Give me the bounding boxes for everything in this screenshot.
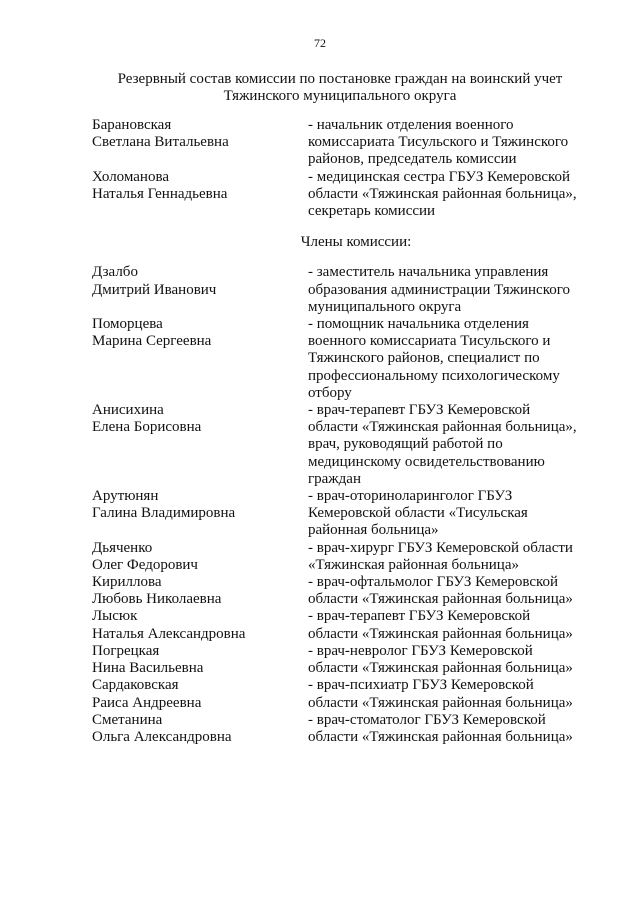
person-role-line: секретарь комиссии [308,203,436,220]
person-role [308,316,592,402]
person-name-line: Сметанина [92,711,163,728]
person-role-line: образования администрации Тяжинского [308,281,570,298]
person-name [92,677,308,711]
person-role-line: - врач-терапевт ГБУЗ Кемеровской [308,608,531,625]
person-name-line: Погрецкая [92,642,160,659]
person-role [308,402,592,488]
title-line-2: Тяжинского муниципального округа [223,88,457,105]
members-heading-text: Члены комиссии: [300,234,412,251]
person-name-line: Елена Борисовна [92,419,202,436]
person-role-line: - врач-стоматолог ГБУЗ Кемеровской [308,711,546,728]
person-role-line: - помощник начальника отделения [308,316,529,333]
person-name-line: Наталья Геннадьевна [92,185,228,202]
person-name-line: Кириллова [92,574,162,591]
person-name-line: Арутюнян [92,488,159,505]
person-name-line: Поморцева [92,316,163,333]
person-role-line: Кемеровской области «Тисульская [308,505,528,522]
commission-entry [92,540,592,574]
person-role-line: «Тяжинская районная больница» [308,556,519,573]
commission-entry [92,712,592,746]
commission-entry [92,316,592,402]
person-name [92,540,308,574]
person-role-line: отбору [308,384,352,401]
person-role-line: профессиональному психологическому [308,367,560,384]
person-role-line: - врач-невролог ГБУЗ Кемеровской [308,642,533,659]
person-role-line: комиссариата Тисульского и Тяжинского [308,134,569,151]
person-role-line: военного комиссариата Тисульского и [308,333,551,350]
person-name [92,574,308,608]
person-role [308,540,592,574]
page-number: 72 [314,36,326,50]
person-name [92,117,308,169]
person-role-line: области «Тяжинская районная больница» [308,625,573,642]
person-role-line: районов, председатель комиссии [308,151,517,168]
person-name-line: Любовь Николаевна [92,591,222,608]
commission-entry [92,677,592,711]
commission-list [92,117,592,746]
person-name [92,402,308,488]
person-name-line: Барановская [92,117,172,133]
person-role-line: области «Тяжинская районная больница» [308,728,573,745]
person-role-line: области «Тяжинская районная больница», [308,185,577,202]
person-name-line: Олег Федорович [92,556,198,573]
person-role [308,169,592,221]
person-name-line: Дзалбо [92,264,138,281]
person-role-line: - врач-офтальмолог ГБУЗ Кемеровской [308,574,559,591]
person-role-line: - заместитель начальника управления [308,264,549,281]
person-name-line: Светлана Витальевна [92,134,229,151]
person-name-line: Наталья Александровна [92,625,246,642]
person-name [92,608,308,642]
person-role [308,677,592,711]
person-role-line: - врач-оториноларинголог ГБУЗ [308,488,513,505]
person-name-line: Холоманова [92,168,170,185]
title-line-1: Резервный состав комиссии по постановке граждан на воинский учет [117,71,563,87]
commission-entry [92,169,592,221]
person-role-line: районная больница» [308,522,439,539]
commission-entry [92,574,592,608]
person-name [92,316,308,402]
person-role-line: врач, руководящий работой по [308,436,503,453]
commission-entry [92,264,592,316]
person-role-line: - врач-хирург ГБУЗ Кемеровской области [308,539,573,556]
person-role-line: медицинскому освидетельствованию [308,453,545,470]
commission-entry [92,117,592,169]
person-role [308,712,592,746]
commission-entry [92,402,592,488]
person-name-line: Галина Владимировна [92,505,236,522]
person-role [308,574,592,608]
person-role-line: области «Тяжинская районная больница», [308,419,577,436]
person-role-line: - начальник отделения военного [308,117,514,133]
commission-entry [92,488,592,540]
members-list [92,264,592,746]
person-role-line: муниципального округа [308,298,462,315]
person-name-line: Нина Васильевна [92,660,204,677]
person-name-line: Анисихина [92,402,164,419]
person-name-line: Дьяченко [92,539,153,556]
person-name-line: Ольга Александровна [92,728,232,745]
person-role-line: - врач-психиатр ГБУЗ Кемеровской [308,677,534,694]
person-name [92,264,308,316]
person-role-line: области «Тяжинская районная больница» [308,591,573,608]
person-role-line: области «Тяжинская районная больница» [308,694,573,711]
document-title [60,71,620,105]
leadership-list [92,117,592,220]
person-role [308,264,592,316]
person-role-line: - медицинская сестра ГБУЗ Кемеровской [308,168,571,185]
members-heading [92,234,592,251]
person-role [308,643,592,677]
person-name [92,643,308,677]
person-name-line: Раиса Андреевна [92,694,202,711]
person-role-line: - врач-терапевт ГБУЗ Кемеровской [308,402,531,419]
person-name [92,712,308,746]
person-name [92,169,308,221]
person-name-line: Сардаковская [92,677,179,694]
person-name-line: Лысюк [92,608,138,625]
person-role [308,488,592,540]
person-name-line: Дмитрий Иванович [92,281,217,298]
person-role [308,117,592,169]
person-name [92,488,308,540]
person-role-line: граждан [308,470,361,487]
commission-entry [92,608,592,642]
person-role-line: области «Тяжинская районная больница» [308,660,573,677]
commission-entry [92,643,592,677]
person-role-line: Тяжинского районов, специалист по [308,350,540,367]
person-role [308,608,592,642]
person-name-line: Марина Сергеевна [92,333,212,350]
